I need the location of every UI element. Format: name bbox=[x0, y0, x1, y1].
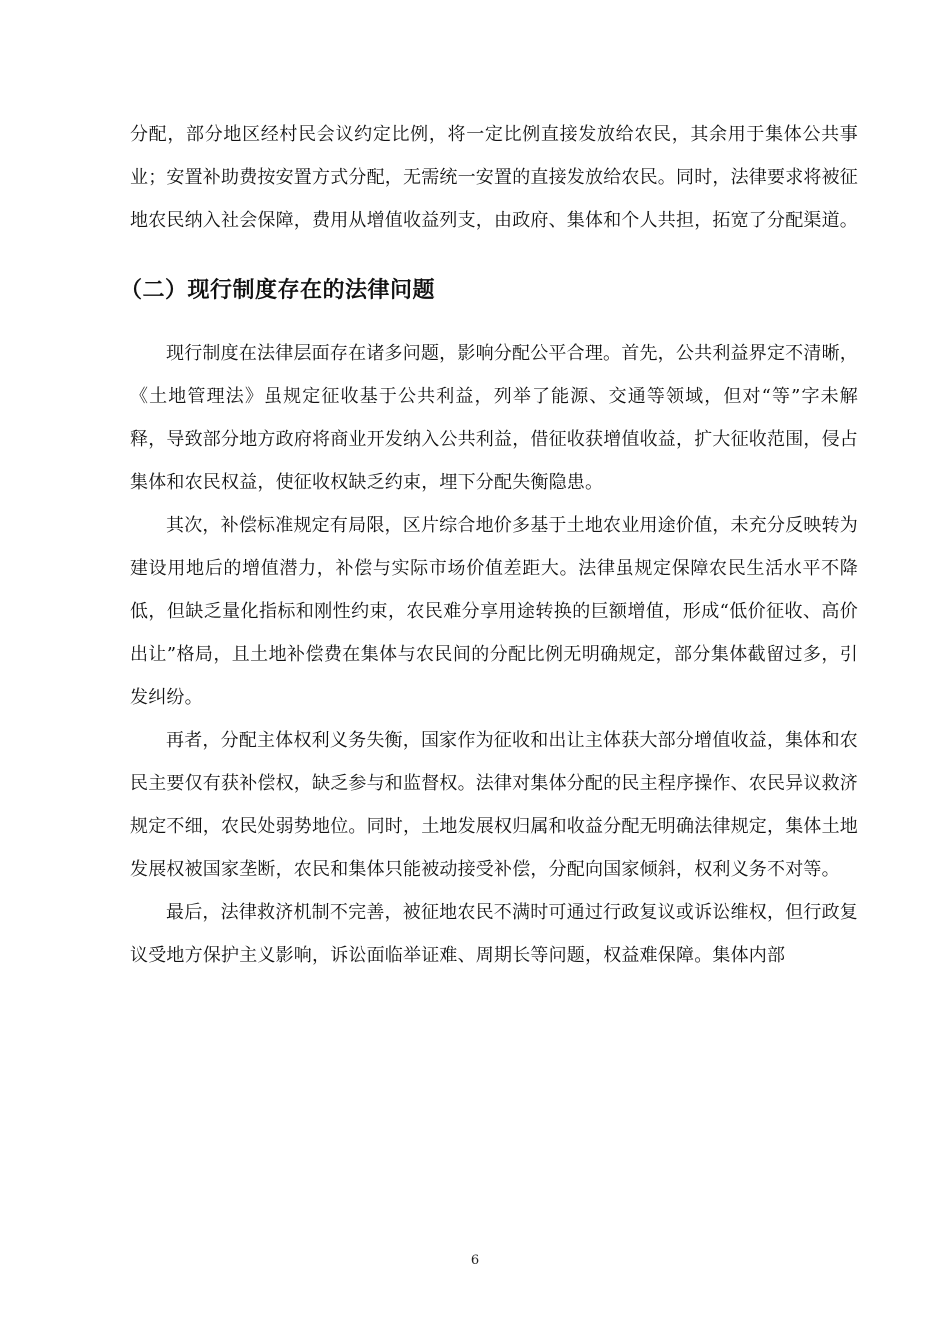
paragraph-4: 最后，法律救济机制不完善，被征地农民不满时可通过行政复议或诉讼维权，但行政复议受地方保护主义影响，诉讼面临举证难、周期长等问题，权益难保障。集体内部 bbox=[130, 902, 858, 966]
paragraph-3: 再者，分配主体权利义务失衡，国家作为征收和出让主体获大部分增值收益，集体和农民主要仅有获补偿权，缺乏参与和监督权。法律对集体分配的民主程序操作、农民异议救济规定不细，农民处弱势地位。同时，土地发展权归属和收益分配无明确法律规定，集体土地发展权被国家垄断，农民和集体只能被动接受补偿，分配向国家倾斜，权利义务不对等。 bbox=[130, 730, 858, 880]
page-number: 6 bbox=[470, 1253, 480, 1268]
document-page bbox=[120, 113, 858, 977]
paragraph-1: 现行制度在法律层面存在诸多问题，影响分配公平合理。首先，公共利益界定不清晰，《土地管理法》虽规定征收基于公共利益，列举了能源、交通等领域，但对“等”字未解释，导致部分地方政府将商业开发纳入公共利益，借征收获增值收益，扩大征收范围，侵占集体和农民权益，使征收权缺乏约束，埋下分配失衡隐患。 bbox=[130, 343, 858, 493]
paragraph-2: 其次，补偿标准规定有局限，区片综合地价多基于土地农业用途价值，未充分反映转为建设用地后的增值潜力，补偿与实际市场价值差距大。法律虽规定保障农民生活水平不降低，但缺乏量化指标和刚性约束，农民难分享用途转换的巨额增值，形成“低价征收、高价出让”格局，且土地补偿费在集体与农民间的分配比例无明确规定，部分集体截留过多，引发纠纷。 bbox=[130, 515, 858, 708]
continued-paragraph: 分配，部分地区经村民会议约定比例，将一定比例直接发放给农民，其余用于集体公共事业；安置补助费按安置方式分配，无需统一安置的直接发放给农民。同时，法律要求将被征地农民纳入社会保障，费用从增值收益列支，由政府、集体和个人共担，拓宽了分配渠道。 bbox=[130, 124, 858, 231]
section-heading: （二）现行制度存在的法律问题 bbox=[120, 278, 436, 303]
